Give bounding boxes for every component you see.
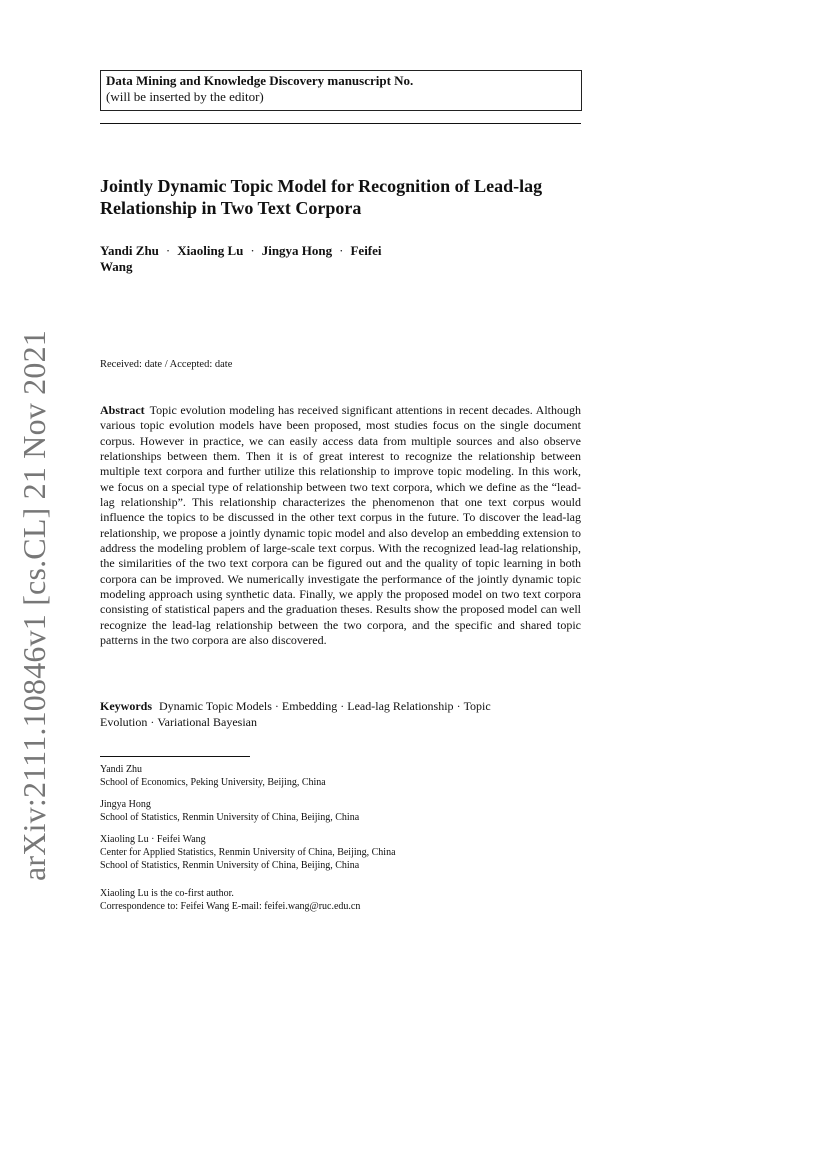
- keyword: Embedding: [281, 699, 338, 713]
- abstract-text: Topic evolution modeling has received significant attentions in recent decades. Although various topic evolution models have been proposed, most studies focus on the single document corpus. However in practice, we can easily access data from multiple sources and also observe relationships between them. Then it is of great interest to recognize the relationship between multiple text corpora and further utilize this relationship to improve topic modeling. In this work, we focus on a special type of relationship between two text corpora, which we define as the “lead-lag relationship”. This relationship characterizes the phenomenon that one text corpus would influence the topics to be discussed in the other text corpus in the future. To discover the lead-lag relationship, we propose a jointly dynamic topic model and also develop an embedding extension to address the modeling problem of large-scale text corpus. With the recognized lead-lag relationship, the similarities of the two text corpora can be figured out and the quality of topic learning in both corpora can be improved. We numerically investigate the performance of the jointly dynamic topic modeling approach using synthetic data. Finally, we apply the proposed model on two text corpora consisting of statistical papers and the graduation theses. Results show the proposed model can well recognize the lead-lag relationship between the two corpora, and the specific and shared topic patterns in the two corpora are also discovered.: [100, 403, 581, 648]
- journal-header-box: [100, 70, 582, 111]
- keyword: Variational Bayesian: [157, 715, 257, 729]
- author-name: Jingya Hong: [261, 243, 333, 258]
- author-name: Yandi Zhu: [100, 243, 159, 258]
- author-separator: ·: [250, 243, 255, 258]
- author-name: Xiaoling Lu: [177, 243, 244, 258]
- correspondence-note: Correspondence to: Feifei Wang E-mail: feifei.wang@ruc.edu.cn: [100, 901, 361, 913]
- author-separator: ·: [165, 243, 171, 258]
- keyword: Topic Evolution: [100, 699, 491, 729]
- abstract: [100, 403, 581, 649]
- arxiv-identifier: arXiv:2111.10846v1 [cs.CL] 21 Nov 2021: [15, 329, 52, 881]
- journal-name: Data Mining and Knowledge Discovery manuscript No.: [106, 73, 414, 88]
- affiliations: [100, 763, 581, 914]
- journal-note: (will be inserted by the editor): [106, 89, 264, 104]
- footnote-rule: [100, 756, 250, 757]
- arxiv-side-stamp: [4, 329, 64, 881]
- keywords: [100, 698, 581, 730]
- keyword-separator: ·: [456, 699, 461, 713]
- keywords-label: Keywords: [100, 699, 152, 713]
- affiliation-block: [100, 833, 581, 873]
- paper-title: Jointly Dynamic Topic Model for Recognition of Lead-lag Relationship in Two Text Corpora: [100, 176, 543, 218]
- affiliation-block: [100, 798, 581, 825]
- affiliation-line: School of Economics, Peking University, Beijing, China: [100, 777, 326, 789]
- received-accepted-dates: Received: date / Accepted: date: [100, 359, 233, 370]
- affiliation-author: Yandi Zhu: [100, 764, 143, 775]
- affiliation-author: Jingya Hong: [100, 798, 151, 810]
- author-notes: [100, 887, 581, 914]
- keyword-separator: ·: [150, 715, 155, 729]
- keyword-separator: ·: [340, 699, 345, 713]
- affiliation-block: [100, 763, 581, 790]
- affiliation-line: School of Statistics, Renmin University of China, Beijing, China: [100, 812, 360, 824]
- keyword-separator: ·: [274, 699, 279, 713]
- header-rule: [100, 123, 581, 124]
- affiliation-line: Center for Applied Statistics, Renmin University of China, Beijing, China: [100, 847, 396, 859]
- cofirst-note: Xiaoling Lu is the co-first author.: [100, 887, 234, 899]
- affiliation-line: School of Statistics, Renmin University of China, Beijing, China: [100, 860, 360, 872]
- author-separator: ·: [339, 243, 344, 258]
- abstract-label: Abstract: [100, 403, 145, 417]
- author-name: Feifei Wang: [100, 243, 382, 274]
- keyword: Lead-lag Relationship: [347, 699, 454, 713]
- keyword: Dynamic Topic Models: [159, 699, 272, 713]
- affiliation-author: Xiaoling Lu · Feifei Wang: [100, 833, 206, 845]
- author-list: [100, 243, 400, 275]
